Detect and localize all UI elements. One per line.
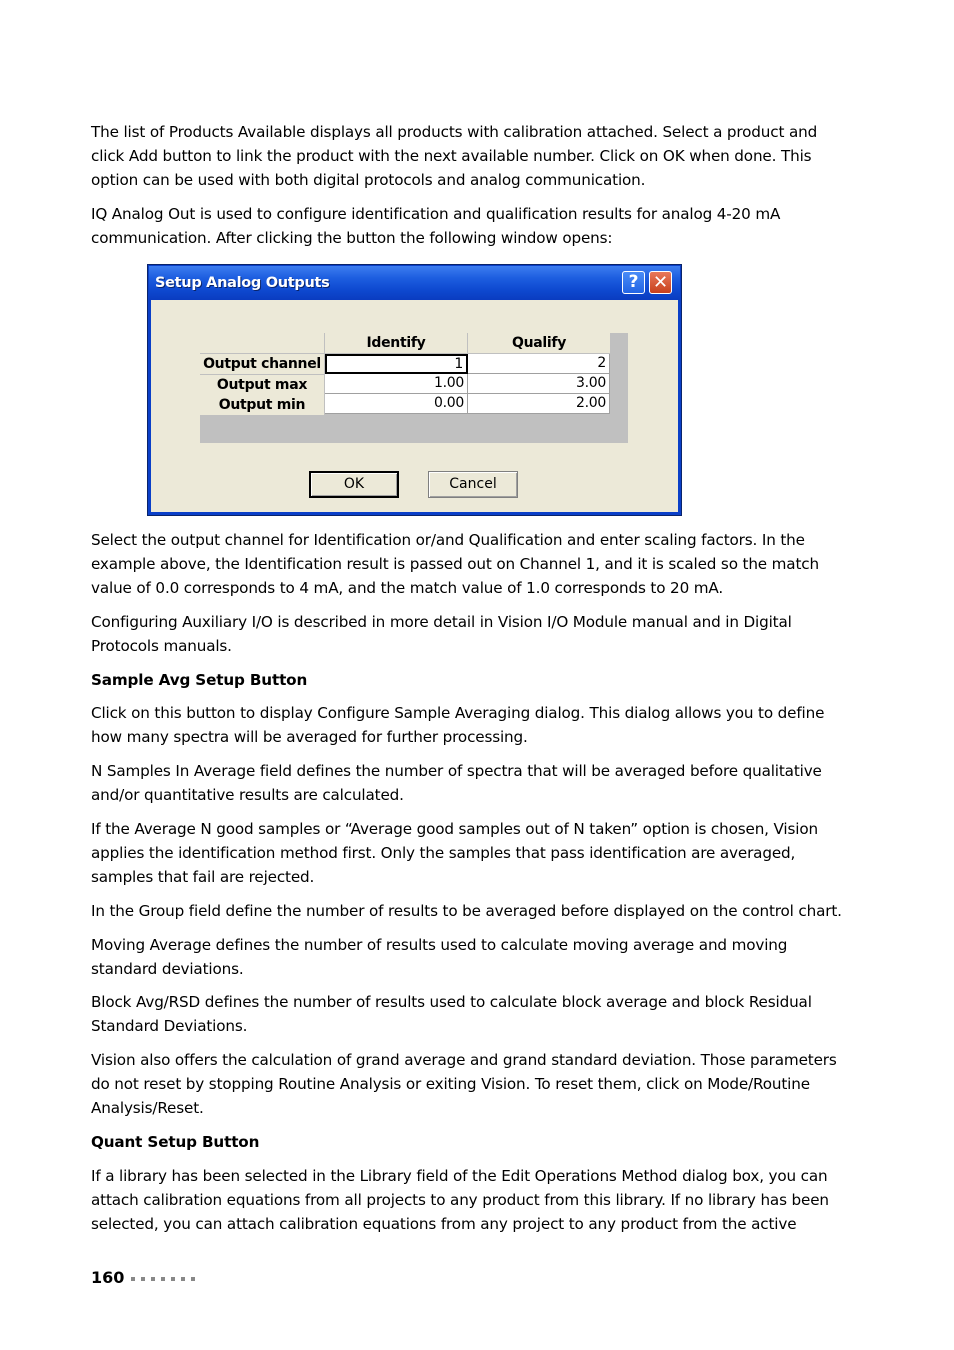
page-number: 160: [91, 1268, 125, 1287]
paragraph-grand-average: Vision also offers the calculation of grand average and grand standard deviation. Those parameters do not reset by stopping Routine Analysis or exiting Vision. To reset them, click on Mode/Routine Analysis/Reset.: [91, 1051, 837, 1117]
paragraph-block-avg-rsd: Block Avg/RSD defines the number of results used to calculate block average and block Residual Standard Deviations.: [91, 993, 812, 1035]
row-label-output-channel: Output channel: [200, 354, 324, 374]
paragraph-products-available: The list of Products Available displays all products with calibration attached. Select a product and click Add button to link the product with the next available number. Click on OK when done. This option can be used with both digital protocols and analog communication.: [91, 123, 818, 189]
row-label-output-max: Output max: [200, 375, 324, 395]
paragraph-moving-average: Moving Average defines the number of results used to calculate moving average and moving standard deviations.: [91, 936, 788, 978]
output-min-identify-cell[interactable]: 0.00: [325, 394, 468, 414]
footer-dots-decoration: [131, 1277, 201, 1281]
paragraph-group-field: In the Group field define the number of results to be averaged before displayed on the control chart.: [91, 902, 842, 920]
analog-outputs-grid: [200, 333, 628, 443]
grid-corner: [200, 333, 324, 353]
output-max-qualify-cell[interactable]: 3.00: [468, 374, 610, 394]
paragraph-n-samples: N Samples In Average field defines the number of spectra that will be averaged before qualitative and/or quantitative results are calculated.: [91, 762, 822, 804]
dialog-title: Setup Analog Outputs: [155, 275, 330, 291]
help-icon[interactable]: ?: [622, 271, 645, 294]
ok-button[interactable]: OK: [309, 471, 399, 498]
heading-sample-avg-setup: Sample Avg Setup Button: [91, 671, 308, 689]
output-channel-identify-cell[interactable]: 1: [325, 354, 468, 374]
column-header-qualify: Qualify: [468, 333, 610, 353]
paragraph-library-calibration: If a library has been selected in the Library field of the Edit Operations Method dialog box, you can attach calibration equations from all projects to any product from this library. If no library has been selected, you can attach calibration equations from any project to any product from the active: [91, 1167, 829, 1233]
row-label-output-min: Output min: [200, 395, 324, 415]
paragraph-average-good-samples: If the Average N good samples or “Average good samples out of N taken” option is chosen, Vision applies the identification method first. Only the samples that pass identification are averaged, samples that fail are rejected.: [91, 820, 818, 886]
output-min-qualify-cell[interactable]: 2.00: [468, 394, 610, 414]
close-icon[interactable]: ✕: [649, 271, 672, 294]
heading-quant-setup: Quant Setup Button: [91, 1133, 260, 1151]
output-channel-qualify-cell[interactable]: 2: [468, 354, 610, 374]
setup-analog-outputs-dialog: [147, 264, 682, 516]
paragraph-configuring-auxiliary-io: Configuring Auxiliary I/O is described in more detail in Vision I/O Module manual and in Digital Protocols manuals.: [91, 613, 792, 655]
output-max-identify-cell[interactable]: 1.00: [325, 374, 468, 394]
paragraph-iq-analog-out: IQ Analog Out is used to configure identification and qualification results for analog 4-20 mA communication. After clicking the button the following window opens:: [91, 205, 781, 247]
dialog-titlebar[interactable]: [149, 266, 680, 300]
dialog-client-area: [151, 300, 678, 512]
column-header-identify: Identify: [325, 333, 467, 353]
cancel-button[interactable]: Cancel: [428, 471, 518, 498]
paragraph-select-output-channel: Select the output channel for Identification or/and Qualification and enter scaling factors. In the example above, the Identification result is passed out on Channel 1, and it is scaled so the match value of 0.0 corresponds to 4 mA, and the match value of 1.0 corresponds to 20 mA.: [91, 531, 819, 597]
paragraph-sample-averaging-dialog: Click on this button to display Configure Sample Averaging dialog. This dialog allows you to define how many spectra will be averaged for further processing.: [91, 704, 825, 746]
